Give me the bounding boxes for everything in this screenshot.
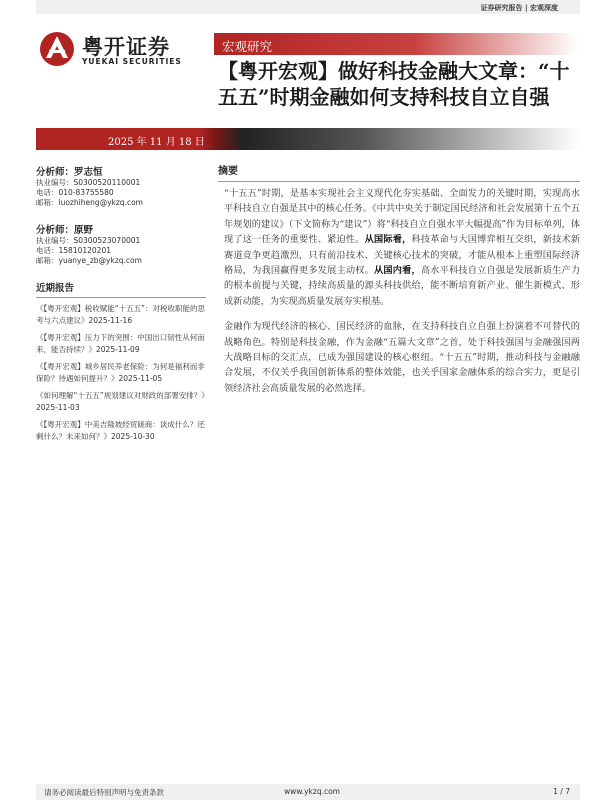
emphasis-domestic: 从国内看，: [373, 265, 421, 277]
date-bar: [36, 128, 580, 150]
page-number: 1 / 7: [553, 787, 570, 796]
recent-report-item[interactable]: 《【粤开宏观】压力下的突围：中国出口韧性从何而来，能否持续？》2025-11-09: [36, 333, 205, 354]
logo-text-cn: 粤开证券: [82, 35, 170, 59]
recent-report-item[interactable]: 《【粤开宏观】城乡居民养老保险：为何是福利而非保险？待遇如何提升？》2025-11-05: [36, 362, 205, 383]
report-type-label: 证券研究报告 | 宏观深度: [480, 4, 558, 12]
abstract-paragraph: 金融作为现代经济的核心、国民经济的血脉，在支持科技自立自强上扮演着不可替代的战略角色。特别是科技金融，作为金融“五篇大文章”之首，处于科技强国与金融强国两大战略目标的交汇点，已成为强国建设的核心枢纽。“十五五”时期，推动科技与金融融合发展，不仅关乎我国创新体系的整体效能，也关乎国家金融体系的综合实力，更是引领经济社会高质量发展的必然选择。: [224, 321, 580, 394]
abstract-body: [224, 186, 580, 406]
abstract-heading: 摘要: [218, 162, 580, 182]
analyst-cert: 执业编号：S0300520110001: [36, 178, 141, 187]
page-footer: [36, 784, 580, 800]
recent-report-item[interactable]: 《如何理解“十五五”规划建议对财政的部署安排？》2025-11-03: [36, 391, 206, 412]
category-tag: 宏观研究: [214, 33, 578, 55]
company-logo: [38, 30, 198, 70]
report-date: 2025 年 11 月 18 日: [108, 137, 205, 148]
analyst-block: [36, 164, 206, 208]
analyst-cert: 执业编号：S0300523070001: [36, 236, 141, 245]
website-link[interactable]: www.ykzq.com: [284, 787, 340, 796]
analyst-phone: 电话：15810120201: [36, 246, 111, 255]
para-text: 高水平科技自立自强是发展新质生产力的根本前提与关键，持续高质量的源头科技供给，能不断培育新产业、催生新模式、形成新动能，为实现高质量发展夯实根基。: [224, 265, 581, 307]
logo-text-en: YUEKAI SECURITIES: [82, 57, 182, 66]
emphasis-international: 从国际看，: [364, 234, 412, 246]
para-text: 科技革命与大国博弈相互交织，新技术新赛道竞争更趋激烈，只有前沿技术、关键核心技术的突破，才能从根本上重塑国际经济格局，为我国赢得更多发展主动权。: [224, 234, 581, 277]
analyst-name: 分析师：原野: [36, 225, 94, 236]
analyst-email[interactable]: 邮箱：luozhiheng@ykzq.com: [36, 198, 143, 207]
top-bar: [36, 0, 580, 14]
analyst-email[interactable]: 邮箱：yuanye_zb@ykzq.com: [36, 256, 142, 265]
para-text: “十五五”时期，是基本实现社会主义现代化夯实基础、全面发力的关键时期，实现高水平科技自立自强是其中的核心任务。《中共中央关于制定国民经济和社会发展第十五个五年规划的建议》（下文简称为“建议”）将“科技自立自强水平大幅提高”作为目标单列，体现了这一任务的重要性、紧迫性。: [224, 188, 580, 246]
recent-report-item[interactable]: 《【粤开宏观】中美吉隆坡经贸磋商：谈成什么？还剩什么？未来如何？》2025-10-30: [36, 420, 205, 441]
sidebar: [36, 164, 206, 443]
recent-report-item[interactable]: 《【粤开宏观】税收赋能“十五五”：对税收职能的思考与六点建议》2025-11-16: [36, 304, 206, 325]
recent-reports-heading: 近期报告: [36, 280, 206, 298]
yuekai-logo-icon: [38, 30, 76, 68]
analyst-name: 分析师：罗志恒: [36, 167, 103, 178]
analyst-block: [36, 222, 206, 266]
disclaimer-note: 请务必阅读最后特别声明与免责条款: [44, 788, 164, 797]
abstract-paragraph: [224, 186, 580, 309]
report-title: 【粤开宏观】做好科技金融大文章：“十五五”时期金融如何支持科技自立自强: [218, 59, 570, 109]
analyst-phone: 电话：010-83755580: [36, 188, 114, 197]
